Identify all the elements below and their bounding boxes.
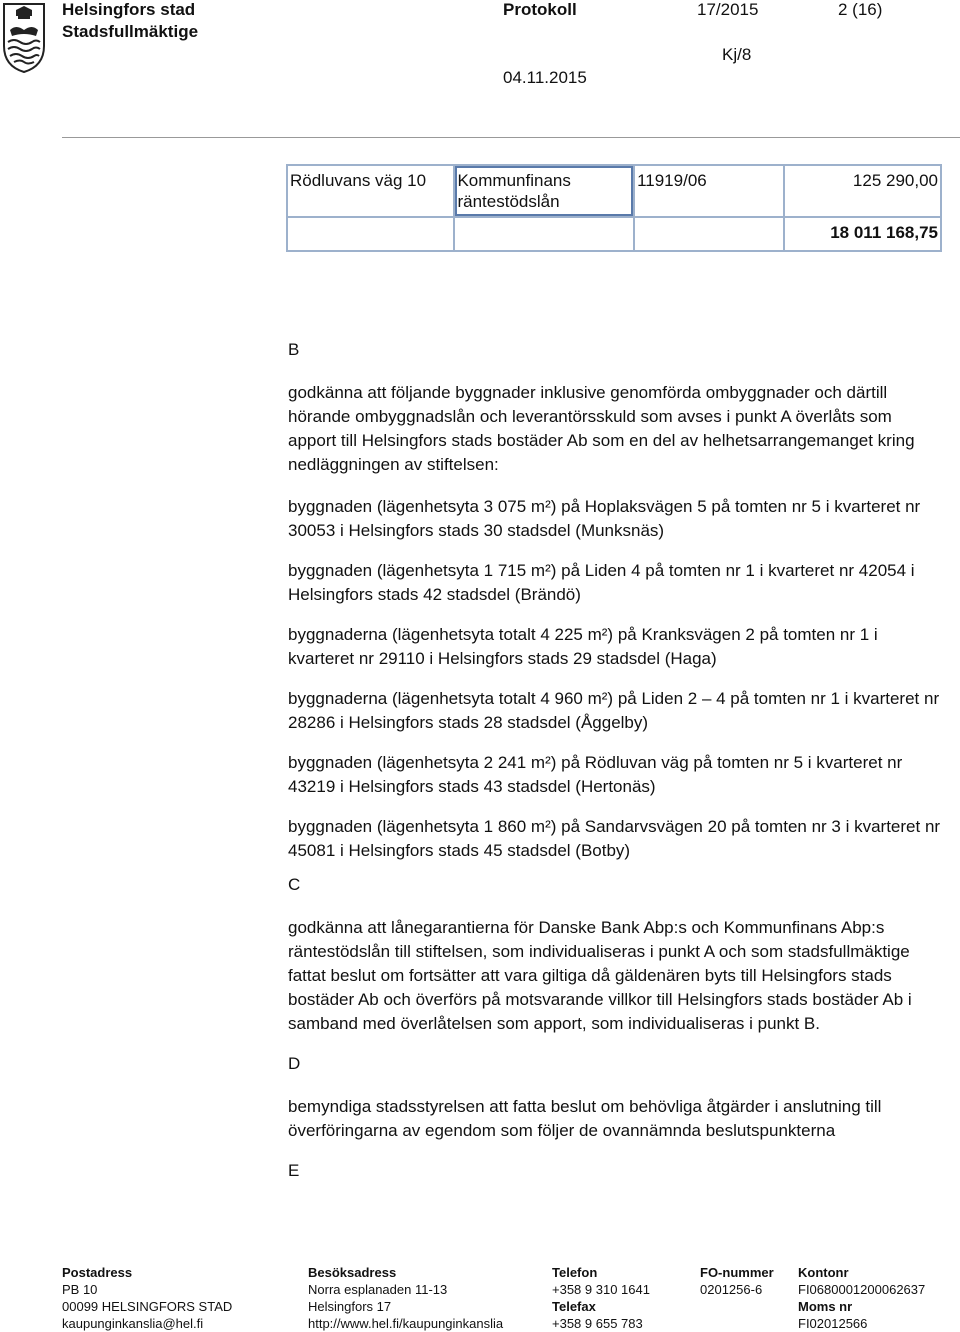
footer-phone xyxy=(552,1264,650,1332)
footer-account-number: FI0680001200062637 xyxy=(798,1282,926,1297)
footer-phone-title: Telefon xyxy=(552,1265,598,1280)
footer-web-link[interactable]: http://www.hel.fi/kaupunginkanslia xyxy=(308,1316,504,1331)
footer-postal-line: 00099 HELSINGFORS STAD xyxy=(62,1299,233,1314)
footer-fo xyxy=(700,1264,774,1298)
organization-name: Helsingfors stad xyxy=(62,0,196,19)
footer-fo-number: 0201256-6 xyxy=(700,1282,763,1297)
section-c-text: godkänna att lånegarantierna för Danske Bank Abp:s och Kommunfinans Abp:s räntestödslån till stiftelsen, som individualiseras i punkt A och som stadsfullmäktige fattat beslut om fortsätter att vara giltiga då gäldenären byts till Helsingfors stads bostäder Ab och överförs på motsvarande villkor till Helsingfors stads bostäder Ab i samband med överlåtelsen som apport, som individualiseras i punkt B. xyxy=(288,918,912,1033)
footer-postal-line: PB 10 xyxy=(62,1282,98,1297)
list-item: byggnaden (lägenhetsyta 1 860 m²) på Sandarvsvägen 20 på tomten nr 3 i kvarteret nr 45081 i Helsingfors stads 45 stadsdel (Botby) xyxy=(288,817,941,860)
list-item: byggnaden (lägenhetsyta 3 075 m²) på Hoplaksvägen 5 på tomten nr 5 i kvarteret nr 30053 i Helsingfors stads 30 stadsdel (Munksnäs) xyxy=(288,497,921,540)
footer-fo-title: FO-nummer xyxy=(700,1265,774,1280)
document-date: 04.11.2015 xyxy=(503,68,587,87)
footer-fax-title: Telefax xyxy=(552,1299,596,1314)
header-divider xyxy=(62,137,960,138)
list-item: byggnaderna (lägenhetsyta totalt 4 960 m²) på Liden 2 – 4 på tomten nr 1 i kvarteret nr 28286 i Helsingfors stads 28 stadsdel (Åggelby) xyxy=(288,689,940,732)
lender-cell: Kommunfinans räntestödslån xyxy=(454,165,634,217)
page-number: 2 (16) xyxy=(838,0,883,19)
amount-cell: 125 290,00 xyxy=(784,165,941,217)
total-row xyxy=(287,217,941,251)
list-item: byggnaden (lägenhetsyta 2 241 m²) på Rödluvan väg på tomten nr 5 i kvarteret nr 43219 i Helsingfors stads 43 stadsdel (Hertonäs) xyxy=(288,753,903,796)
footer-vat-number: FI02012566 xyxy=(798,1316,868,1331)
empty-cell xyxy=(454,217,634,251)
section-reference: Kj/8 xyxy=(722,45,752,64)
footer-visit-line: Norra esplanaden 11-13 xyxy=(308,1282,448,1297)
loan-table xyxy=(286,164,942,252)
section-label-d: D xyxy=(288,1054,301,1073)
decision-body xyxy=(288,338,942,1202)
footer-phone-number: +358 9 310 1641 xyxy=(552,1282,650,1297)
section-label-b: B xyxy=(288,340,300,359)
reference-cell: 11919/06 xyxy=(634,165,784,217)
footer-visit xyxy=(308,1264,503,1332)
empty-cell xyxy=(634,217,784,251)
footer-fax-number: +358 9 655 783 xyxy=(552,1316,643,1331)
section-label-c: C xyxy=(288,875,301,894)
list-item: byggnaderna (lägenhetsyta totalt 4 225 m²) på Kranksvägen 2 på tomten nr 1 i kvarteret nr 29110 i Helsingfors stads 29 stadsdel (Haga) xyxy=(288,625,878,668)
footer-email-link[interactable]: kaupunginkanslia@hel.fi xyxy=(62,1316,204,1331)
empty-cell xyxy=(287,217,454,251)
footer-vat-title: Moms nr xyxy=(798,1299,853,1314)
address-cell: Rödluvans väg 10 xyxy=(287,165,454,217)
document-number: 17/2015 xyxy=(697,0,759,19)
footer-visit-line: Helsingfors 17 xyxy=(308,1299,392,1314)
footer-postal-title: Postadress xyxy=(62,1265,133,1280)
footer-postal xyxy=(62,1264,232,1332)
table-row xyxy=(287,165,941,217)
organization-body: Stadsfullmäktige xyxy=(62,22,199,41)
list-item: byggnaden (lägenhetsyta 1 715 m²) på Liden 4 på tomten nr 1 i kvarteret nr 42054 i Helsingfors stads 42 stadsdel (Brändö) xyxy=(288,561,915,604)
section-label-e: E xyxy=(288,1161,300,1180)
total-amount-cell: 18 011 168,75 xyxy=(784,217,941,251)
section-b-intro: godkänna att följande byggnader inklusive genomförda ombyggnader och därtill hörande ombyggnadslån och leverantörsskuld som avses i punkt A överlåts som apport till Helsingfors stads bostäder Ab som en del av helhetsarrangemanget kring nedläggningen av stiftelsen: xyxy=(288,383,915,474)
document-type: Protokoll xyxy=(503,0,577,19)
section-d-text: bemyndiga stadsstyrelsen att fatta beslut om behövliga åtgärder i anslutning till överföringarna av egendom som följer de ovannämnda beslutspunkterna xyxy=(288,1097,882,1140)
helsinki-coat-of-arms-icon xyxy=(2,2,46,74)
footer-visit-title: Besöksadress xyxy=(308,1265,397,1280)
footer-account xyxy=(798,1264,925,1332)
footer-account-title: Kontonr xyxy=(798,1265,849,1280)
